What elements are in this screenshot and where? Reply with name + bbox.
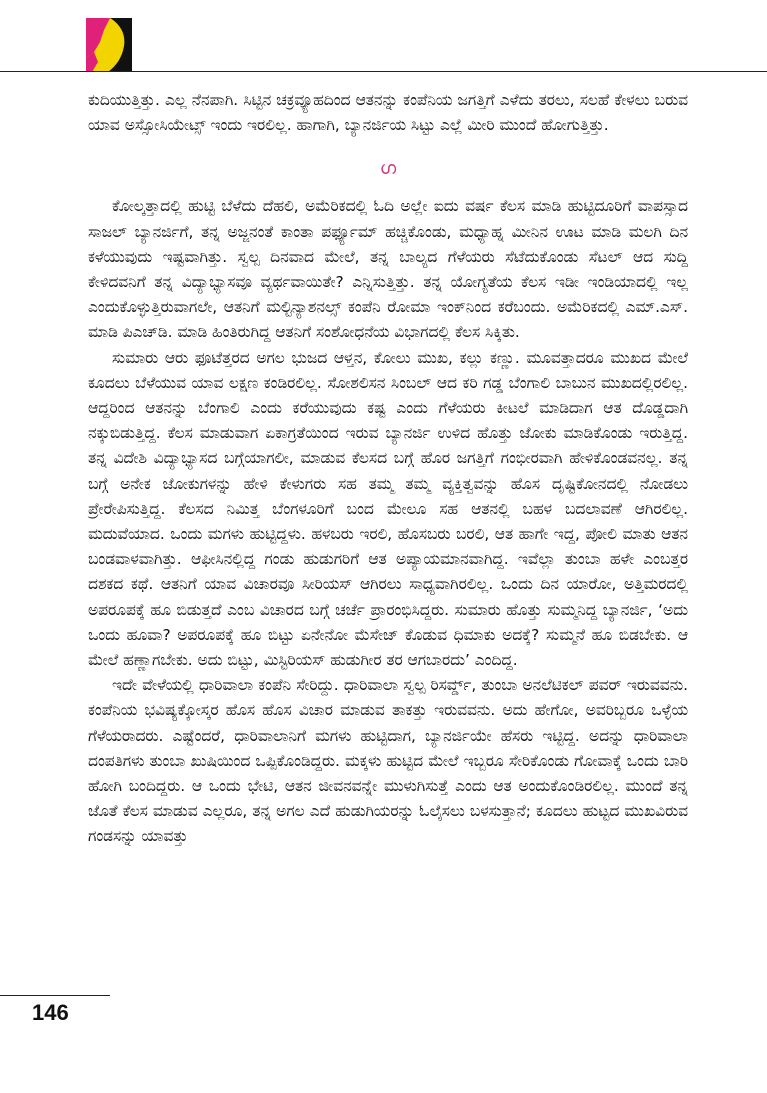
paragraph: ಕುದಿಯುತ್ತಿತ್ತು. ಎಲ್ಲ ನೆನಪಾಗಿ. ಸಿಟ್ಟಿನ ಚಕ್ರವ್ಯೂಹದಿಂದ ಆತನನ್ನು ಕಂಪೆನಿಯ ಜಗತ್ತಿಗೆ ಎಳೆದು ತರಲು, ಸಲಹೆ ಕೇಳಲು ಬರುವ ಯಾವ ಅಸ್ಸೋಸಿಯೇಟ್ಸ್ ಇಂದು ಇರಲಿಲ್ಲ. ಹಾಗಾಗಿ, ಬ್ಯಾನರ್ಜಿಯ ಸಿಟ್ಟು ಎಲ್ಲೆ ಮೀರಿ ಮುಂದೆ ಹೋಗುತ್ತಿತ್ತು. [88, 91, 688, 135]
paragraph: ಇದೇ ವೇಳೆಯಲ್ಲಿ ಧಾರಿವಾಲಾ ಕಂಪೆನಿ ಸೇರಿದ್ದು. ಧಾರಿವಾಲಾ ಸ್ವಲ್ಪ ರಿಸರ್ವ್ಡ್, ತುಂಬಾ ಅನಲೆಟಿಕಲ್ ಪವರ್ ಇರುವವನು. ಕಂಪೆನಿಯ ಭವಿಷ್ಯಕ್ಕೋಸ್ಕರ ಹೊಸ ಹೊಸ ವಿಚಾರ ಮಾಡುವ ತಾಕತ್ತು ಇರುವವನು. ಅದು ಹೇಗೋ, ಅವರಿಬ್ಬರೂ ಒಳ್ಳೆಯ ಗೆಳೆಯರಾದರು. ಎಷ್ಟೆಂದರೆ, ಧಾರಿವಾಲಾನಿಗೆ ಮಗಳು ಹುಟ್ಟಿದಾಗ, ಬ್ಯಾನರ್ಜಿಯೇ ಹೆಸರು ಇಟ್ಟಿದ್ದ. ಅದನ್ನು ಧಾರಿವಾಲಾ ದಂಪತಿಗಳು ತುಂಬಾ ಖುಷಿಯಿಂದ ಒಪ್ಪಿಕೊಂಡಿದ್ದರು. ಮಕ್ಕಳು ಹುಟ್ಟಿದ ಮೇಲೆ ಇಬ್ಬರೂ ಸೇರಿಕೊಂಡು ಗೋವಾಕ್ಕೆ ಒಂದು ಬಾರಿ ಹೋಗಿ ಬಂದಿದ್ದರು. ಆ ಒಂದು ಭೇಟಿ, ಆತನ ಜೀವನವನ್ನೇ ಮುಳುಗಿಸುತ್ತೆ ಎಂದು ಆತ ಅಂದುಕೊಂಡಿರಲಿಲ್ಲ. ಮುಂದೆ ತನ್ನ ಜೊತೆ ಕೆಲಸ ಮಾಡುವ ಎಲ್ಲರೂ, ತನ್ನ ಅಗಲ ಎದೆ ಹುಡುಗಿಯರನ್ನು ಓಲೈಸಲು ಬಳಸುತ್ತಾನೆ; ಕೂದಲು ಹುಟ್ಟದ ಮುಖವಿರುವ ಗಂಡಸನ್ನು ಯಾವತ್ತು [88, 676, 688, 846]
section-break-ornament-icon: ഗ [379, 158, 397, 180]
page-body [88, 88, 688, 850]
footer-rule [0, 995, 110, 996]
page-number: 146 [32, 1000, 69, 1025]
paragraph: ಕೋಲ್ಕತ್ತಾದಲ್ಲಿ ಹುಟ್ಟಿ ಬೆಳೆದು ದೆಹಲಿ, ಅಮೆರಿಕದಲ್ಲಿ ಓದಿ ಅಲ್ಲೇ ಐದು ವರ್ಷ ಕೆಲಸ ಮಾಡಿ ಹುಟ್ಟಿದೂರಿಗೆ ವಾಪಸ್ಸಾದ ಸಾಜಲ್ ಬ್ಯಾನರ್ಜಿಗೆ, ತನ್ನ ಅಜ್ಜನಂತೆ ಕಾಂತಾ ಪರ್ಫ್ಯೂಮ್ ಹಚ್ಚಿಕೊಂಡು, ಮಧ್ಯಾಹ್ನ ಮೀನಿನ ಊಟ ಮಾಡಿ ಮಲಗಿ ದಿನ ಕಳೆಯುವುದು ಇಷ್ಟವಾಗಿತ್ತು. ಸ್ವಲ್ಪ ದಿನವಾದ ಮೇಲೆ, ತನ್ನ ಬಾಲ್ಯದ ಗೆಳೆಯರು ಸೆಟೆದುಕೊಂಡು ಸೆಟಲ್ ಆದ ಸುದ್ದಿ ಕೇಳಿದವನಿಗೆ ತನ್ನ ವಿದ್ಯಾಭ್ಯಾಸವೂ ವ್ಯರ್ಥವಾಯಿತೇ? ಎನ್ನಿಸುತ್ತಿತ್ತು. ತನ್ನ ಯೋಗ್ಯತೆಯ ಕೆಲಸ ಇಡೀ ಇಂಡಿಯಾದಲ್ಲಿ ಇಲ್ಲ ಎಂದುಕೊಳ್ಳುತ್ತಿರುವಾಗಲೇ, ಆತನಿಗೆ ಮಲ್ಟಿನ್ಯಾಶನಲ್ಸ್ ಕಂಪೆನಿ ರೋಮಾ ಇಂಕ್‌ನಿಂದ ಕರೆಬಂದು. ಅಮೆರಿಕದಲ್ಲಿ ಎಮ್.ಎಸ್. ಮಾಡಿ ಪಿಎಚ್‌ಡಿ. ಮಾಡಿ ಹಿಂತಿರುಗಿದ್ದ ಆತನಿಗೆ ಸಂಶೋಧನೆಯ ವಿಭಾಗದಲ್ಲಿ ಕೆಲಸ ಸಿಕ್ಕಿತು. [88, 197, 688, 342]
header-rule [0, 71, 767, 72]
woman-profile-logo-icon [86, 18, 132, 72]
paragraph: ಸುಮಾರು ಆರು ಫೂಟೆತ್ತರದ ಅಗಲ ಭುಜದ ಆಳ್ತನ, ಕೋಲು ಮುಖ, ಕಲ್ಲು ಕಣ್ಣು. ಮೂವತ್ತಾದರೂ ಮುಖದ ಮೇಲೆ ಕೂದಲು ಬೆಳೆಯುವ ಯಾವ ಲಕ್ಷಣ ಕಂಡಿರಲಿಲ್ಲ. ಸೋಶಲಿಸನ ಸಿಂಬಲ್ ಆದ ಕರಿ ಗಡ್ಡ ಬೆಂಗಾಲಿ ಬಾಬುನ ಮುಖದಲ್ಲಿರಲಿಲ್ಲ. ಆದ್ದರಿಂದ ಆತನನ್ನು ಬೆಂಗಾಲಿ ಎಂದು ಕರೆಯುವುದು ಕಷ್ಟ ಎಂದು ಗೆಳೆಯರು ಕೀಟಲೆ ಮಾಡಿದಾಗ ಆತ ದೊಡ್ಡದಾಗಿ ನಕ್ಕುಬಿಡುತ್ತಿದ್ದ. ಕೆಲಸ ಮಾಡುವಾಗ ಏಕಾಗ್ರತೆಯಿಂದ ಇರುವ ಬ್ಯಾನರ್ಜಿ ಉಳಿದ ಹೊತ್ತು ಜೋಕು ಮಾಡಿಕೊಂಡು ಇರುತ್ತಿದ್ದ. ತನ್ನ ವಿದೇಶಿ ವಿದ್ಯಾಭ್ಯಾಸದ ಬಗ್ಗೆಯಾಗಲೀ, ಮಾಡುವ ಕೆಲಸದ ಬಗ್ಗೆ ಹೊರ ಜಗತ್ತಿಗೆ ಗಂಭೀರವಾಗಿ ಹೇಳಿಕೊಂಡವನಲ್ಲ. ತನ್ನ ಬಗ್ಗೆ ಅನೇಕ ಜೋಕುಗಳನ್ನು ಹೇಳಿ ಕೇಳುಗರು ಸಹ ತಮ್ಮ ತಮ್ಮ ವ್ಯಕ್ತಿತ್ವವನ್ನು ಹೊಸ ದೃಷ್ಟಿಕೋನದಲ್ಲಿ ನೋಡಲು ಪ್ರೇರೇಪಿಸುತ್ತಿದ್ದ. ಕೆಲಸದ ನಿಮಿತ್ತ ಬೆಂಗಳೂರಿಗೆ ಬಂದ ಮೇಲೂ ಸಹ ಆತನಲ್ಲಿ ಬಹಳ ಬದಲಾವಣೆ ಆಗಿರಲಿಲ್ಲ. ಮದುವೆಯಾದ. ಒಂದು ಮಗಳು ಹುಟ್ಟಿದ್ದಳು. ಹಳಬರು ಇರಲಿ, ಹೊಸಬರು ಬರಲಿ, ಆತ ಹಾಗೇ ಇದ್ದ, ಪೋಲಿ ಮಾತು ಆತನ ಬಂಡವಾಳವಾಗಿತ್ತು. ಆಫೀಸಿನಲ್ಲಿದ್ದ ಗಂಡು ಹುಡುಗರಿಗೆ ಆತ ಅಪ್ಯಾಯಮಾನವಾಗಿದ್ದ. ಇವೆಲ್ಲಾ ತುಂಬಾ ಹಳೇ ಎಂಬತ್ತರ ದಶಕದ ಕಥೆ. ಆತನಿಗೆ ಯಾವ ವಿಚಾರವೂ ಸೀರಿಯಸ್ ಆಗಿರಲು ಸಾಧ್ಯವಾಗಿರಲಿಲ್ಲ. ಒಂದು ದಿನ ಯಾರೋ, ಅತ್ತಿಮರದಲ್ಲಿ ಅಪರೂಪಕ್ಕೆ ಹೂ ಬಿಡುತ್ತದೆ ಎಂಬ ವಿಚಾರದ ಬಗ್ಗೆ ಚರ್ಚೆ ಪ್ರಾರಂಭಿಸಿದ್ದರು. ಸುಮಾರು ಹೊತ್ತು ಸುಮ್ಮನಿದ್ದ ಬ್ಯಾನರ್ಜಿ, ‘ಅದು ಒಂದು ಹೂವಾ? ಅಪರೂಪಕ್ಕೆ ಹೂ ಬಿಟ್ಟು ಏನೇನೋ ಮೆಸೇಜ್ ಕೊಡುವ ಧಿಮಾಕು ಅದಕ್ಕೆ? ಸುಮ್ಮನೆ ಹೂ ಬಿಡಬೇಕು. ಆ ಮೇಲೆ ಹಣ್ಣಾಗಬೇಕು. ಅದು ಬಿಟ್ಟು, ಮಿಸ್ಟಿರಿಯಸ್ ಹುಡುಗೀರ ತರ ಆಗಬಾರದು’ ಎಂದಿದ್ದ. [88, 348, 688, 670]
